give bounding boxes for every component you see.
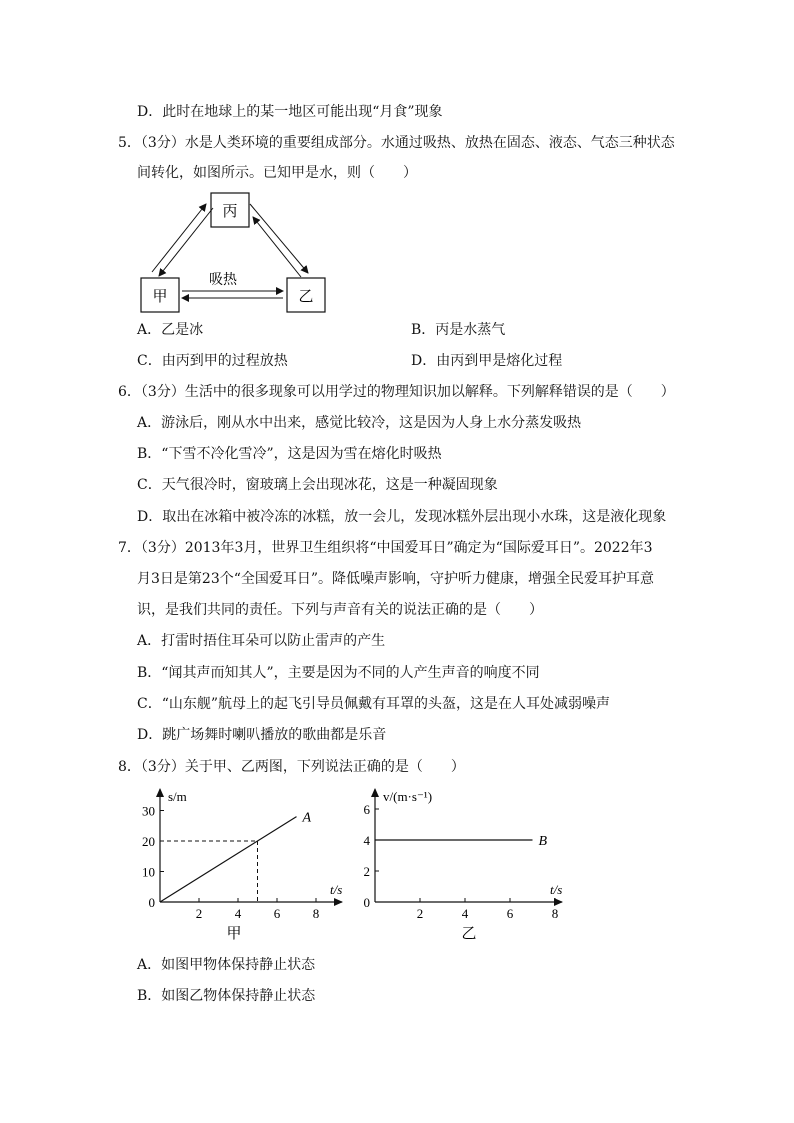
y-tick-label: 6 xyxy=(363,802,370,817)
x-tick-label: 6 xyxy=(506,906,514,921)
y-tick-label: 2 xyxy=(363,864,370,879)
label-yi: 乙 xyxy=(298,289,314,305)
label-absorb-heat: 吸热 xyxy=(209,273,237,288)
x-tick-label: 6 xyxy=(273,906,281,921)
q6-option-c: C．天气很冷时，窗玻璃上会出现冰花，这是一种凝固现象 xyxy=(137,477,498,493)
q6-option-a: A．游泳后，刚从水中出来，感觉比较冷，这是因为人身上水分蒸发吸热 xyxy=(137,415,582,431)
x-tick-label: 2 xyxy=(195,906,203,921)
q7-option-d: D．跳广场舞时喇叭播放的歌曲都是乐音 xyxy=(137,727,387,743)
q7-option-c: C．“山东舰”航母上的起飞引导员佩戴有耳罩的头盔，这是在人耳处减弱噪声 xyxy=(137,696,611,712)
x-tick-label: 8 xyxy=(312,906,320,921)
q5-option-a: A．乙是冰 xyxy=(137,322,204,338)
label-jia: 甲 xyxy=(152,289,168,305)
q5-option-d: D．由丙到甲是熔化过程 xyxy=(411,353,563,369)
chart-jia xyxy=(130,785,350,950)
y-tick-label: 30 xyxy=(142,803,155,819)
chart-yi xyxy=(345,785,570,950)
q5-stem-line2: 间转化，如图所示。已知甲是水，则（ ） xyxy=(137,165,417,181)
q5-state-diagram xyxy=(130,182,350,322)
y-tick-label: 20 xyxy=(142,834,155,849)
q7-stem-line3: 识，是我们共同的责任。下列与声音有关的说法正确的是（ ） xyxy=(137,602,543,618)
q5-option-c: C．由丙到甲的过程放热 xyxy=(137,353,288,369)
x-tick-label: 4 xyxy=(461,906,469,921)
q6-option-b: B．“下雪不冷化雪冷”，这是因为雪在熔化时吸热 xyxy=(137,446,442,462)
q4-option-d: D．此时在地球上的某一地区可能出现“月食”现象 xyxy=(137,104,443,120)
arrow-bing-to-jia xyxy=(159,208,213,276)
q6-option-d: D．取出在冰箱中被冷冻的冰糕，放一会儿，发现冰糕外层出现小水珠，这是液化现象 xyxy=(137,509,667,525)
chart-caption: 甲 xyxy=(226,926,242,942)
q7-stem-line1: 7．（3分）2013年3月，世界卫生组织将“中国爱耳日”确定为“国际爱耳日”。2022年3 xyxy=(118,540,653,556)
q6-stem: 6．（3分）生活中的很多现象可以用学过的物理知识加以解释。下列解释错误的是（ ） xyxy=(118,384,675,400)
series-label-A: A xyxy=(302,810,312,826)
q7-stem-line2: 月3日是第23个“全国爱耳日”。降低噪声影响，守护听力健康，增强全民爱耳护耳意 xyxy=(137,571,655,587)
arrow-yi-to-bing xyxy=(253,217,301,277)
x-axis-label: t/s xyxy=(330,882,343,897)
x-tick-label: 8 xyxy=(551,906,559,921)
q5-option-b: B．丙是水蒸气 xyxy=(411,322,506,338)
y-axis-label: v/(m·s⁻¹) xyxy=(383,789,433,804)
x-axis-label: t/s xyxy=(550,882,563,897)
arrow-jia-to-bing xyxy=(152,204,206,272)
q7-option-b: B．“闻其声而知其人”，主要是因为不同的人产生声音的响度不同 xyxy=(137,665,540,681)
q8-stem: 8．（3分）关于甲、乙两图，下列说法正确的是（ ） xyxy=(118,759,465,775)
origin-label: 0 xyxy=(148,895,155,910)
y-axis-label: s/m xyxy=(168,789,187,804)
label-bing: 丙 xyxy=(222,204,238,220)
arrow-bing-to-yi xyxy=(250,204,308,273)
q7-option-a: A．打雷时捂住耳朵可以防止雷声的产生 xyxy=(137,633,386,649)
series-line-A xyxy=(160,817,297,902)
q5-stem-line1: 5．（3分）水是人类环境的重要组成部分。水通过吸热、放热在固态、液态、气态三种状态 xyxy=(118,135,675,151)
series-label-B: B xyxy=(538,834,548,849)
x-tick-label: 2 xyxy=(416,906,424,921)
origin-label: 0 xyxy=(363,895,370,910)
q8-option-a: A．如图甲物体保持静止状态 xyxy=(137,957,316,973)
x-tick-label: 4 xyxy=(234,906,242,921)
y-tick-label: 10 xyxy=(142,864,155,880)
q8-option-b: B．如图乙物体保持静止状态 xyxy=(137,988,316,1004)
chart-caption: 乙 xyxy=(461,926,477,942)
y-tick-label: 4 xyxy=(363,833,370,848)
